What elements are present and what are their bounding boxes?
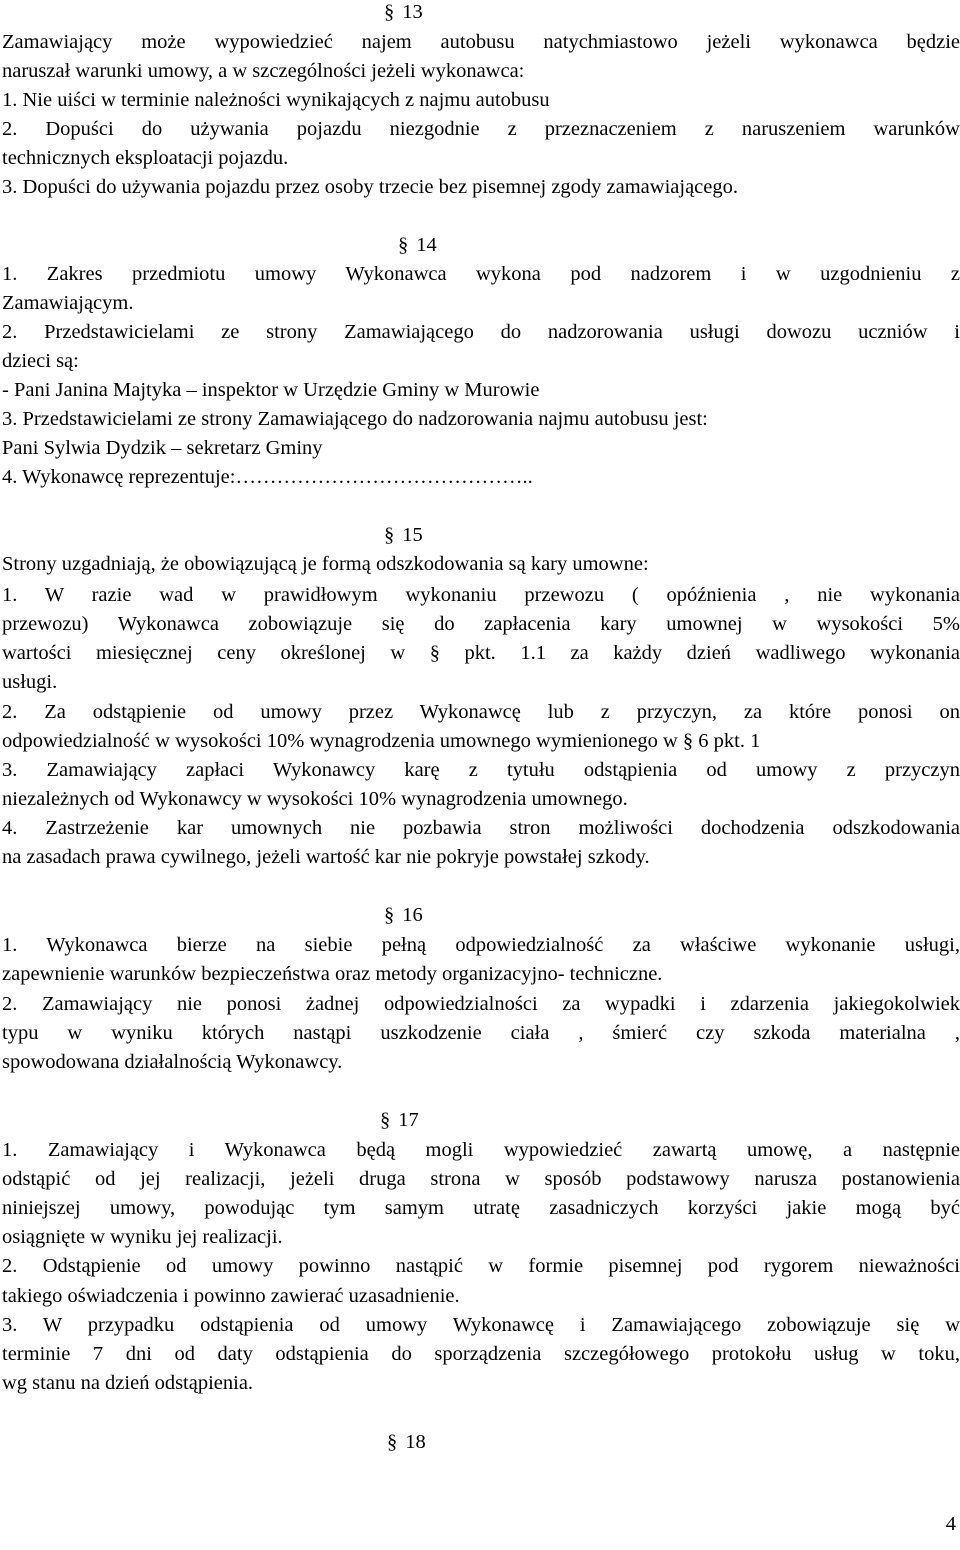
section-number: 15	[402, 524, 423, 546]
section-number: 14	[416, 234, 437, 256]
text-line: zapewnienie warunków bezpieczeństwa oraz metody organizacyjno- techniczne.	[2, 963, 663, 985]
section-heading-18	[387, 1430, 426, 1454]
text-line: 1. Wykonawca bierze na siebie pełną odpowiedzialność za właściwe wykonanie usługi,	[2, 934, 960, 956]
text-line: wartości miesięcznej ceny określonej w § pkt. 1.1 za każdy dzień wadliwego wykonania	[2, 642, 960, 664]
text-line: Zamawiający może wypowiedzieć najem autobusu natychmiastowo jeżeli wykonawca będzie	[2, 31, 960, 53]
section-heading-16	[384, 903, 423, 927]
text-line: 1. Zamawiający i Wykonawca będą mogli wypowiedzieć zawartą umowę, a następnie	[2, 1139, 960, 1161]
text-line: niniejszej umowy, powodując tym samym utratę zasadniczych korzyści jakie mogą być	[2, 1197, 960, 1219]
section-heading-17	[380, 1108, 419, 1132]
text-line: 2. Zamawiający nie ponosi żadnej odpowiedzialności za wypadki i zdarzenia jakiegokolwiek	[2, 993, 960, 1015]
section-symbol: §	[384, 524, 395, 546]
text-line: terminie 7 dni od daty odstąpienia do sporządzenia szczegółowego protokołu usług w toku,	[2, 1343, 960, 1365]
text-line: naruszał warunki umowy, a w szczególności jeżeli wykonawca:	[2, 60, 525, 82]
text-line: 2. Za odstąpienie od umowy przez Wykonawcę lub z przyczyn, za które ponosi on	[2, 701, 960, 723]
text-line: Zamawiającym.	[2, 292, 134, 314]
text-line: 1. Zakres przedmiotu umowy Wykonawca wykona pod nadzorem i w uzgodnieniu z	[2, 263, 960, 285]
section-number: 16	[402, 904, 423, 926]
text-line: 4. Wykonawcę reprezentuje:……………………………………..	[2, 466, 533, 488]
text-line: na zasadach prawa cywilnego, jeżeli wartość kar nie pokryje powstałej szkody.	[2, 846, 650, 868]
text-line: odstąpić od jej realizacji, jeżeli druga strona w sposób podstawowy narusza postanowienia	[2, 1168, 960, 1190]
section-symbol: §	[387, 1431, 398, 1453]
text-line: 1. W razie wad w prawidłowym wykonaniu przewozu ( opóźnienia , nie wykonania	[2, 584, 960, 606]
text-line: 2. Dopuści do używania pojazdu niezgodnie z przeznaczeniem z naruszeniem warunków	[2, 118, 960, 140]
text-line: dzieci są:	[2, 350, 79, 372]
section-heading-13	[384, 0, 423, 24]
section-heading-14	[398, 233, 437, 257]
text-line: 2. Odstąpienie od umowy powinno nastąpić w formie pisemnej pod rygorem nieważności	[2, 1255, 960, 1277]
section-symbol: §	[384, 1, 395, 23]
page-number: 4	[945, 1513, 956, 1535]
section-heading-15	[384, 523, 423, 547]
text-line: Strony uzgadniają, że obowiązującą je formą odszkodowania są kary umowne:	[2, 553, 649, 575]
text-line: - Pani Janina Majtyka – inspektor w Urzędzie Gminy w Murowie	[2, 379, 540, 401]
text-line: 3. W przypadku odstąpienia od umowy Wykonawcę i Zamawiającego zobowiązuje się w	[2, 1314, 960, 1336]
section-symbol: §	[380, 1109, 391, 1131]
text-line: przewozu) Wykonawca zobowiązuje się do zapłacenia kary umownej w wysokości 5%	[2, 613, 960, 635]
text-line: typu w wyniku których nastąpi uszkodzenie ciała , śmierć czy szkoda materialna ,	[2, 1022, 960, 1044]
text-line: 3. Zamawiający zapłaci Wykonawcy karę z tytułu odstąpienia od umowy z przyczyn	[2, 759, 960, 781]
text-line: 1. Nie uiści w terminie należności wynikających z najmu autobusu	[2, 89, 550, 111]
section-number: 17	[398, 1109, 419, 1131]
text-line: usługi.	[2, 671, 58, 693]
text-line: osiągnięte w wyniku jej realizacji.	[2, 1226, 283, 1248]
section-number: 18	[405, 1431, 426, 1453]
text-line: technicznych eksploatacji pojazdu.	[2, 147, 289, 169]
text-line: niezależnych od Wykonawcy w wysokości 10% wynagrodzenia umownego.	[2, 788, 628, 810]
text-line: 3. Dopuści do używania pojazdu przez osoby trzecie bez pisemnej zgody zamawiającego.	[2, 176, 738, 198]
section-number: 13	[402, 1, 423, 23]
section-symbol: §	[398, 234, 409, 256]
text-line: 2. Przedstawicielami ze strony Zamawiającego do nadzorowania usługi dowozu uczniów i	[2, 321, 960, 343]
text-line: takiego oświadczenia i powinno zawierać uzasadnienie.	[2, 1285, 460, 1307]
section-symbol: §	[384, 904, 395, 926]
text-line: odpowiedzialność w wysokości 10% wynagrodzenia umownego wymienionego w § 6 pkt. 1	[2, 730, 761, 752]
text-line: 3. Przedstawicielami ze strony Zamawiającego do nadzorowania najmu autobusu jest:	[2, 408, 708, 430]
text-line: 4. Zastrzeżenie kar umownych nie pozbawia stron możliwości dochodzenia odszkodowania	[2, 817, 960, 839]
text-line: spowodowana działalnością Wykonawcy.	[2, 1051, 343, 1073]
text-line: Pani Sylwia Dydzik – sekretarz Gminy	[2, 437, 323, 459]
text-line: wg stanu na dzień odstąpienia.	[2, 1372, 254, 1394]
